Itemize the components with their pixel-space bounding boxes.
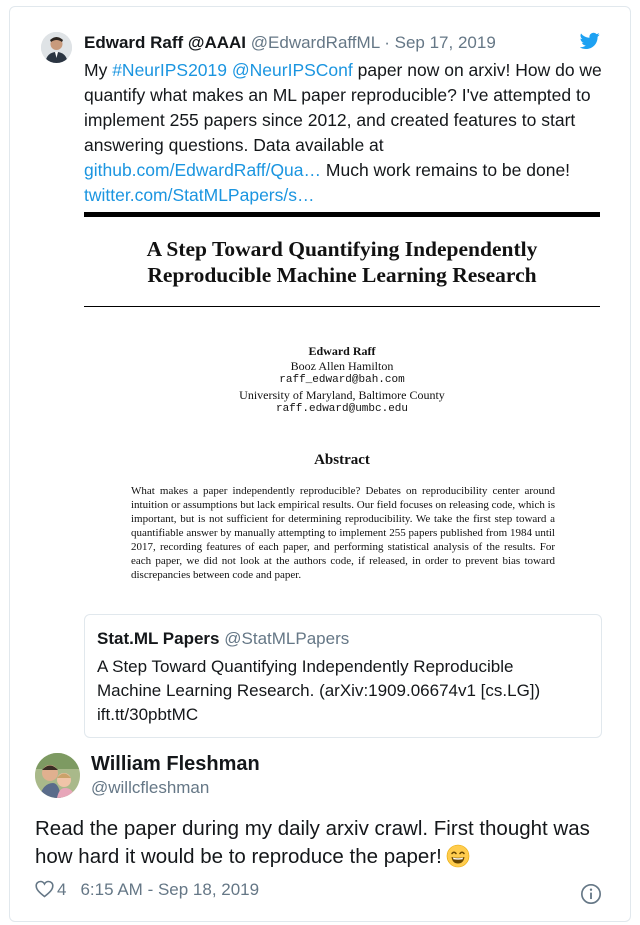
- nested-quoted-tweet[interactable]: [84, 614, 602, 738]
- nested-quote-author-handle: @StatMLPapers: [224, 629, 350, 648]
- nested-quote-author-name: Stat.ML Papers: [97, 629, 220, 648]
- quoted-author-name[interactable]: Edward Raff @AAAI: [84, 33, 247, 52]
- paper-image[interactable]: [84, 212, 600, 604]
- paper-affiliation: University of Maryland, Baltimore County: [239, 387, 445, 402]
- like-count[interactable]: 4: [57, 880, 67, 899]
- nested-quote-text: A Step Toward Quantifying Independently Reproducible Machine Learning Research. (arXiv:1909.06674v1 [cs.LG]) ift.tt/30pbtMC: [97, 657, 541, 724]
- twitter-link[interactable]: twitter.com/StatMLPapers/s…: [84, 185, 315, 205]
- author-name[interactable]: William Fleshman: [91, 753, 260, 775]
- nested-quote-header: [97, 629, 349, 649]
- paper-author-block: [84, 344, 600, 417]
- paper-top-rule: [84, 212, 600, 217]
- mention-link[interactable]: @NeurIPSConf: [231, 60, 353, 80]
- tweet-text: [35, 815, 605, 871]
- twitter-bird-icon[interactable]: [580, 32, 600, 50]
- tweet-timestamp[interactable]: 6:15 AM - Sep 18, 2019: [80, 880, 260, 899]
- grinning-face-with-smiling-eyes-icon: [446, 844, 470, 868]
- text-segment: paper now on arxiv! How do we quantify what makes an ML paper reproducible? I've attempted to implement 255 papers since 2012, and created features to start answering questions. Data available at: [84, 60, 602, 155]
- paper-title: A Step Toward Quantifying Independently Reproducible Machine Learning Research: [146, 237, 538, 287]
- author-avatar[interactable]: [35, 753, 80, 798]
- tweet-footer: [35, 880, 259, 900]
- paper-email: raff.edward@umbc.edu: [275, 403, 409, 415]
- hashtag-link[interactable]: #NeurIPS2019: [112, 60, 228, 80]
- heart-outline-icon[interactable]: [35, 880, 54, 898]
- quoted-author-handle-date[interactable]: @EdwardRaffML · Sep 17, 2019: [250, 33, 496, 52]
- info-circle-icon[interactable]: [580, 883, 602, 905]
- quoted-author-avatar[interactable]: [41, 32, 72, 63]
- tweet-body: Read the paper during my daily arxiv crawl. First thought was how hard it would be to reproduce the paper!: [35, 817, 590, 868]
- text-segment: Much work remains to be done!: [321, 160, 571, 180]
- paper-email: raff_edward@bah.com: [279, 374, 405, 386]
- text-segment: My: [84, 60, 113, 80]
- github-link[interactable]: github.com/EdwardRaff/Qua…: [84, 160, 322, 180]
- abstract-heading: Abstract: [314, 452, 370, 468]
- abstract-text: What makes a paper independently reproducible? Debates on reproducibility center around intuition or assumptions but lack empirical results. Our field focuses on releasing code, which is important, but is not sufficient for determining reproducibility. We take the first step toward a quantifiable answer by manually attempting to implement 255 papers published from 1984 until 2017, recording features of each paper, and performing statistical analysis of the results. For each paper, we did not look at the authors code, if released, in order to prevent bias toward discrepancies between code and paper.: [131, 485, 555, 581]
- quoted-tweet-header: [84, 33, 496, 53]
- paper-affiliation: Booz Allen Hamilton: [290, 358, 394, 373]
- author-handle[interactable]: @willcfleshman: [91, 778, 210, 797]
- quoted-tweet-text: [84, 58, 604, 208]
- paper-author: Edward Raff: [308, 344, 376, 358]
- paper-title-rule: [84, 306, 600, 307]
